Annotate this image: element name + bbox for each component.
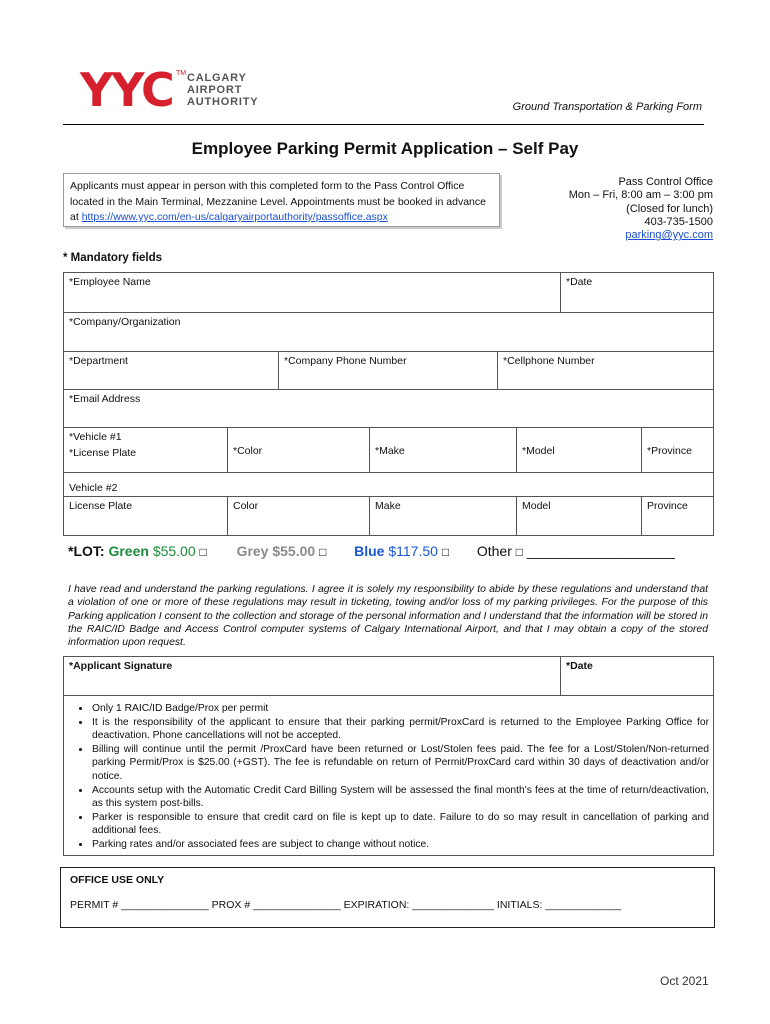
email-field[interactable] xyxy=(64,390,714,428)
lot-green-price: $55.00 xyxy=(152,543,196,559)
form-type: Ground Transportation & Parking Form xyxy=(512,101,702,113)
vehicle-1-model-field[interactable] xyxy=(517,428,642,473)
yyc-logo: YYC xyxy=(80,63,173,117)
company-phone-label: *Company Phone Number xyxy=(284,355,407,367)
lot-other-line[interactable]: ___________________ xyxy=(526,543,675,559)
office-use-fields[interactable]: PERMIT # _______________ PROX # _______________ EXPIRATION: ______________ INITIALS: _____________ xyxy=(70,899,622,911)
pass-office-name: Pass Control Office xyxy=(618,176,713,188)
agreement-text: I have read and understand the parking regulations. I agree it is solely my responsibility to abide by these regulations and understand that a violation of one or more of these regulations may result in ticketing, towing and/or loss of my parking privileges. For the purpose of this Parking application I consent to the collection and storage of the personal information and I understand that the information will be stored in the RAIC/ID Badge and Access Control computer systems of Calgary International Airport, and that I may obtain a copy of the stored information upon request. xyxy=(68,584,708,649)
pass-office-link[interactable]: https://www.yyc.com/en-us/calgaryairportauthority/passoffice.aspx xyxy=(81,211,388,223)
lot-blue-checkbox[interactable]: □ xyxy=(441,545,450,559)
lot-blue-name: Blue xyxy=(354,543,385,559)
pass-office-lunch: (Closed for lunch) xyxy=(626,202,713,215)
vehicle-2-model-label: Model xyxy=(522,500,551,512)
rule-item: • It is the responsibility of the applicant to ensure that their parking permit/ProxCard is returned to the Employee Parking Office for deactivation. Phone cancellations will not be accepted. xyxy=(91,716,713,743)
logo-trademark: TM xyxy=(176,70,187,77)
vehicle-2-grid xyxy=(63,496,714,536)
vehicle-1-make-field[interactable] xyxy=(370,428,517,473)
vehicle-2-province-field[interactable] xyxy=(642,497,714,536)
vehicle-2-make-label: Make xyxy=(375,500,401,512)
date-label: *Date xyxy=(566,276,593,288)
lot-other-checkbox[interactable]: □ xyxy=(515,545,523,559)
vehicle-1-color-field[interactable] xyxy=(228,428,370,473)
vehicle-2-model-field[interactable] xyxy=(517,497,642,536)
rule-item: • Parker is responsible to ensure that credit card on file is kept up to date. Failure to do so may result in cancellation of parking and additional fees. xyxy=(91,811,713,838)
pass-office-email-link[interactable]: parking@yyc.com xyxy=(625,229,713,242)
lot-grey-option[interactable] xyxy=(237,543,327,559)
vehicle-2-color-field[interactable] xyxy=(228,497,370,536)
notice-text: Applicants must appear in person with this completed form to the Pass Control Office located in the Main Terminal, Mezzanine Level. Appointments must be booked in advance at xyxy=(70,180,486,223)
lot-other-option[interactable] xyxy=(477,543,675,559)
vehicle-2-plate-field[interactable] xyxy=(64,497,228,536)
vehicle-1-make-label: *Make xyxy=(375,445,405,457)
page-title: Employee Parking Permit Application – Self Pay xyxy=(191,139,579,158)
office-use-box xyxy=(60,867,715,928)
vehicle-1-model-label: *Model xyxy=(522,445,555,457)
lot-green-option[interactable] xyxy=(108,543,206,559)
lot-grey-checkbox[interactable]: □ xyxy=(319,545,327,559)
company-field[interactable] xyxy=(64,313,714,352)
rule-item: • Parking rates and/or associated fees are subject to change without notice. xyxy=(91,838,713,852)
department-field[interactable] xyxy=(64,352,279,390)
logo-line-3: AUTHORITY xyxy=(187,96,259,108)
date-field[interactable] xyxy=(561,273,714,313)
signature-date-field[interactable] xyxy=(561,657,714,696)
signature-label: *Applicant Signature xyxy=(69,660,173,672)
vehicle-1-plate-field[interactable] xyxy=(64,428,228,473)
vehicle-1-heading: *Vehicle #1 xyxy=(69,431,122,443)
signature-date-label: *Date xyxy=(566,660,593,672)
lot-green-name: Green xyxy=(108,543,149,559)
logo-authority-text xyxy=(187,72,258,108)
rules-list xyxy=(64,702,713,852)
applicant-form-grid xyxy=(63,272,714,512)
pass-office-info xyxy=(520,176,713,242)
header-divider xyxy=(63,124,704,125)
vehicle-1-color-label: *Color xyxy=(233,445,263,457)
lot-other-label: Other xyxy=(476,543,512,559)
pass-office-phone: 403-735-1500 xyxy=(644,215,713,228)
lot-selection xyxy=(68,543,675,559)
employee-name-field[interactable] xyxy=(64,273,561,313)
vehicle-2-plate-label: License Plate xyxy=(69,500,133,512)
vehicle-1-province-field[interactable] xyxy=(642,428,714,473)
lot-blue-option[interactable] xyxy=(354,543,449,559)
rule-item: • Billing will continue until the permit /ProxCard have been returned or Lost/Stolen fees paid. The fee for a Lost/Stolen/Non-returned parking Permit/Prox is $25.00 (+GST). The fee is refundable on return of Permit/ProxCard card within 30 days of deactivation and/or notice. xyxy=(91,743,713,784)
appointment-notice xyxy=(63,173,500,227)
signature-grid xyxy=(63,656,714,696)
cellphone-label: *Cellphone Number xyxy=(503,355,595,367)
company-phone-field[interactable] xyxy=(279,352,498,390)
rule-item: • Accounts setup with the Automatic Credit Card Billing System will be assessed the final month's fees at the time of return/deactivation, as this system post-bills. xyxy=(91,784,713,811)
revision-date: Oct 2021 xyxy=(660,974,709,988)
vehicle-1-plate-label: *License Plate xyxy=(69,447,137,459)
department-label: *Department xyxy=(69,355,128,367)
lot-blue-price: $117.50 xyxy=(388,543,438,559)
lot-grey-label: Grey $55.00 xyxy=(236,543,316,559)
rule-item: • Only 1 RAIC/ID Badge/Prox per permit xyxy=(91,702,713,716)
logo-line-1: CALGARY xyxy=(187,72,247,84)
lot-green-checkbox[interactable]: □ xyxy=(199,545,207,559)
pass-office-hours: Mon – Fri, 8:00 am – 3:00 pm xyxy=(568,189,713,202)
mandatory-note: * Mandatory fields xyxy=(63,252,163,264)
rules-box xyxy=(63,696,714,856)
company-label: *Company/Organization xyxy=(69,316,181,328)
employee-name-label: *Employee Name xyxy=(69,276,151,288)
vehicle-2-heading: Vehicle #2 xyxy=(69,482,118,494)
vehicle-2-make-field[interactable] xyxy=(370,497,517,536)
office-use-heading: OFFICE USE ONLY xyxy=(70,874,165,886)
signature-field[interactable] xyxy=(64,657,561,696)
logo-line-2: AIRPORT xyxy=(187,84,243,96)
email-label: *Email Address xyxy=(69,393,141,405)
vehicle-2-province-label: Province xyxy=(647,500,688,512)
vehicle-2-color-label: Color xyxy=(233,500,259,512)
vehicle-1-province-label: *Province xyxy=(647,445,692,457)
lot-label: *LOT: xyxy=(68,543,105,559)
cellphone-field[interactable] xyxy=(498,352,714,390)
